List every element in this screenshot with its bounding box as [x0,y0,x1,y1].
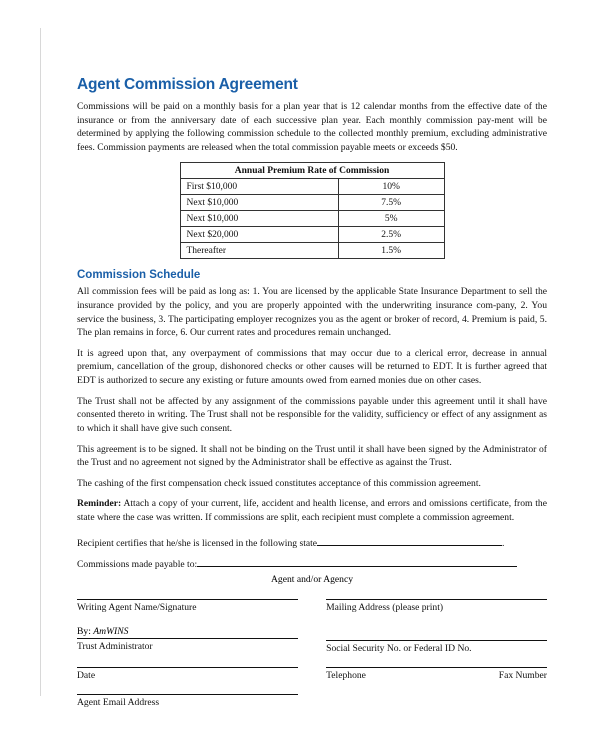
writing-agent-block [77,599,298,613]
telephone-fax-field[interactable] [326,667,547,668]
payable-to-field[interactable] [197,566,517,567]
writing-agent-label: Writing Agent Name/Signature [77,602,197,614]
agent-email-field[interactable] [77,694,298,695]
paragraph-conditions: All commission fees will be paid as long as: 1. You are licensed by the applicable State Insurance Department to sell the insurance provided by the policy, and you are properly appointed with the underwriting insurance com-pany, 2. You service the business, 3. The participating employer recognizes you as the agent or broker of record, 4. Premium is paid, 5. The plan remains in force, 6. Our current rates and procedures remain unchanged. [77,286,547,339]
table-row [180,243,444,259]
table-row [180,179,444,195]
reminder-label: Reminder: [77,498,122,510]
paragraph-overpayment: It is agreed upon that, any overpayment of commissions that may occur due to a clerical error, decrease in annual premium, cancellation of the group, dishonored checks or other causes will be returned to EDT. It is further agreed that EDT is authorized to secure any existing or future amounts owed from earned monies due on other cases. [77,347,547,387]
rate-value: 7.5% [338,195,444,211]
signature-row-1 [77,599,547,613]
fax-label: Fax Number [498,670,547,682]
mailing-address-field[interactable] [326,599,547,600]
signature-row-2 [77,626,547,654]
date-field[interactable] [77,667,298,668]
rate-tier: First $10,000 [180,179,338,195]
table-row [180,227,444,243]
by-label: By: [77,626,91,638]
commission-rate-table [180,162,445,259]
rate-tier: Next $10,000 [180,211,338,227]
payable-to-line [77,558,547,571]
rate-table-header: Annual Premium Rate of Commission [180,163,444,179]
table-row [180,195,444,211]
by-value: AmWINS [93,626,129,638]
rate-tier: Next $20,000 [180,227,338,243]
trust-administrator-block [77,626,298,654]
paragraph-cashing: The cashing of the first compensation check issued constitutes acceptance of this commission agreement. [77,477,481,489]
page-title: Agent Commission Agreement [77,76,298,93]
recipient-state-label: Recipient certifies that he/she is licensed in the following state [77,537,318,549]
rate-value: 2.5% [338,227,444,243]
agency-caption: Agent and/or Agency [270,574,354,586]
by-line [77,626,298,637]
table-row [180,211,444,227]
ssn-field[interactable] [326,640,547,641]
date-label: Date [77,670,96,682]
mailing-address-block [326,599,547,613]
rate-tier: Next $10,000 [180,195,338,211]
reminder-paragraph [77,497,547,524]
intro-paragraph: Commissions will be paid on a monthly basis for a plan year that is 12 calendar months from the effective date of the insurance or from the anniversary date of each successive plan year. Each monthly commission pay-ment will be determined by applying the following commission schedule to the collected monthly premium, excluding administrative fees. Commission payments are released when the total commission payable meets or exceeds $50. [77,101,547,153]
date-block [77,667,298,681]
telephone-label: Telephone [326,670,366,682]
trust-administrator-label: Trust Administrator [77,641,153,653]
ssn-label: Social Security No. or Federal ID No. [326,643,472,655]
signature-row-3 [77,667,547,681]
mailing-address-label: Mailing Address (please print) [326,602,444,614]
agent-email-block [77,694,298,708]
agent-email-label: Agent Email Address [77,697,160,709]
signature-row-4 [77,694,547,708]
paragraph-signing: This agreement is to be signed. It shall not be binding on the Trust until it shall have been signed by the Administrator of the Trust and no agreement not signed by the Administrator shall be effective as against the Trust. [77,443,547,469]
paragraph-assignment: The Trust shall not be affected by any assignment of the commissions payable under this agreement until it shall have consented thereto in writing. The Trust shall not be responsible for the validity, sufficiency or effect of any assignment as to which it shall have give such consent. [77,395,547,434]
rate-value: 1.5% [338,243,444,259]
rate-value: 10% [338,179,444,195]
ssn-block [326,626,547,654]
writing-agent-field[interactable] [77,599,298,600]
reminder-text: Attach a copy of your current, life, accident and health license, and errors and omissions certificate, from the state where the case was written. If commissions are split, each recipient must complete a commission agreement. [77,498,547,523]
telephone-fax-labels [326,670,547,681]
signature-area [77,537,547,709]
recipient-state-line: Recipient certifies that he/she is licensed in the following state . [77,537,505,549]
rate-tier: Thereafter [180,243,338,259]
rate-value: 5% [338,211,444,227]
section-heading-commission-schedule: Commission Schedule [77,269,201,282]
trust-administrator-field[interactable] [77,638,298,639]
telephone-fax-block [326,667,547,681]
document-body [40,28,560,709]
recipient-state-field[interactable] [317,545,502,546]
payable-to-label: Commissions made payable to: [77,559,198,570]
